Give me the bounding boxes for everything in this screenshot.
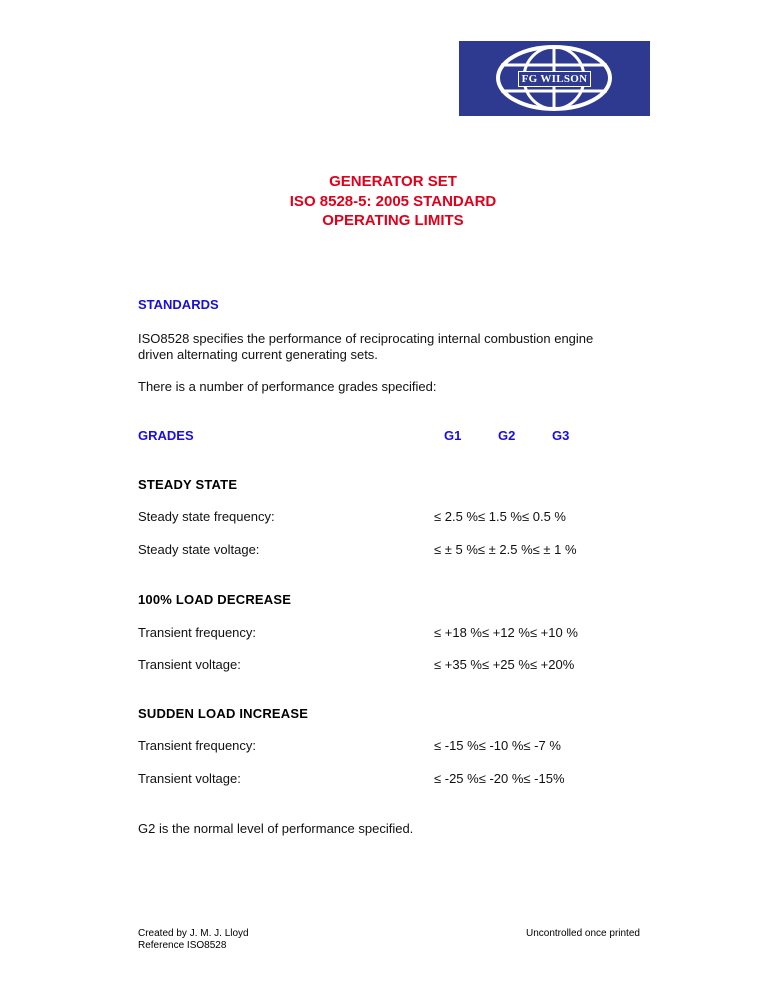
grade-g3: G3 xyxy=(552,428,570,443)
title-line-3: OPERATING LIMITS xyxy=(322,212,464,229)
grades-intro: There is a number of performance grades specified: xyxy=(138,379,437,394)
load-decrease-heading: 100% LOAD DECREASE xyxy=(138,592,292,607)
load-decrease-frequency-label: Transient frequency: xyxy=(138,625,257,640)
load-increase-voltage-value: ≤ -25 %≤ -20 %≤ -15% xyxy=(434,771,565,786)
steady-state-voltage-value: ≤ ± 5 %≤ ± 2.5 %≤ ± 1 % xyxy=(434,542,577,557)
load-increase-voltage-label: Transient voltage: xyxy=(138,771,241,786)
title-line-1: GENERATOR SET xyxy=(329,173,457,190)
load-increase-frequency-label: Transient frequency: xyxy=(138,738,257,753)
grades-heading: GRADES xyxy=(138,428,194,443)
footer-uncontrolled: Uncontrolled once printed xyxy=(526,928,640,939)
load-increase-frequency-value: ≤ -15 %≤ -10 %≤ -7 % xyxy=(434,738,561,753)
standards-heading: STANDARDS xyxy=(138,297,219,312)
footer-created-by: Created by J. M. J. Lloyd xyxy=(138,928,249,939)
load-decrease-voltage-label: Transient voltage: xyxy=(138,657,241,672)
grade-g2: G2 xyxy=(498,428,516,443)
standards-paragraph-line-1: ISO8528 specifies the performance of reciprocating internal combustion engine xyxy=(138,331,594,346)
standards-paragraph-line-2: driven alternating current generating sets. xyxy=(138,347,378,362)
steady-state-heading: STEADY STATE xyxy=(138,477,238,492)
performance-note: G2 is the normal level of performance specified. xyxy=(138,821,414,836)
title-line-2: ISO 8528-5: 2005 STANDARD xyxy=(289,193,497,210)
steady-state-voltage-label: Steady state voltage: xyxy=(138,542,260,557)
load-decrease-frequency-value: ≤ +18 %≤ +12 %≤ +10 % xyxy=(434,625,578,640)
steady-state-frequency-value: ≤ 2.5 %≤ 1.5 %≤ 0.5 % xyxy=(434,509,566,524)
steady-state-frequency-label: Steady state frequency: xyxy=(138,509,275,524)
footer-reference: Reference ISO8528 xyxy=(138,940,227,951)
grade-g1: G1 xyxy=(444,428,462,443)
logo-text: FG WILSON xyxy=(518,71,592,87)
load-increase-heading: SUDDEN LOAD INCREASE xyxy=(138,706,309,721)
fg-wilson-logo xyxy=(459,41,650,116)
load-decrease-voltage-value: ≤ +35 %≤ +25 %≤ +20% xyxy=(434,657,575,672)
